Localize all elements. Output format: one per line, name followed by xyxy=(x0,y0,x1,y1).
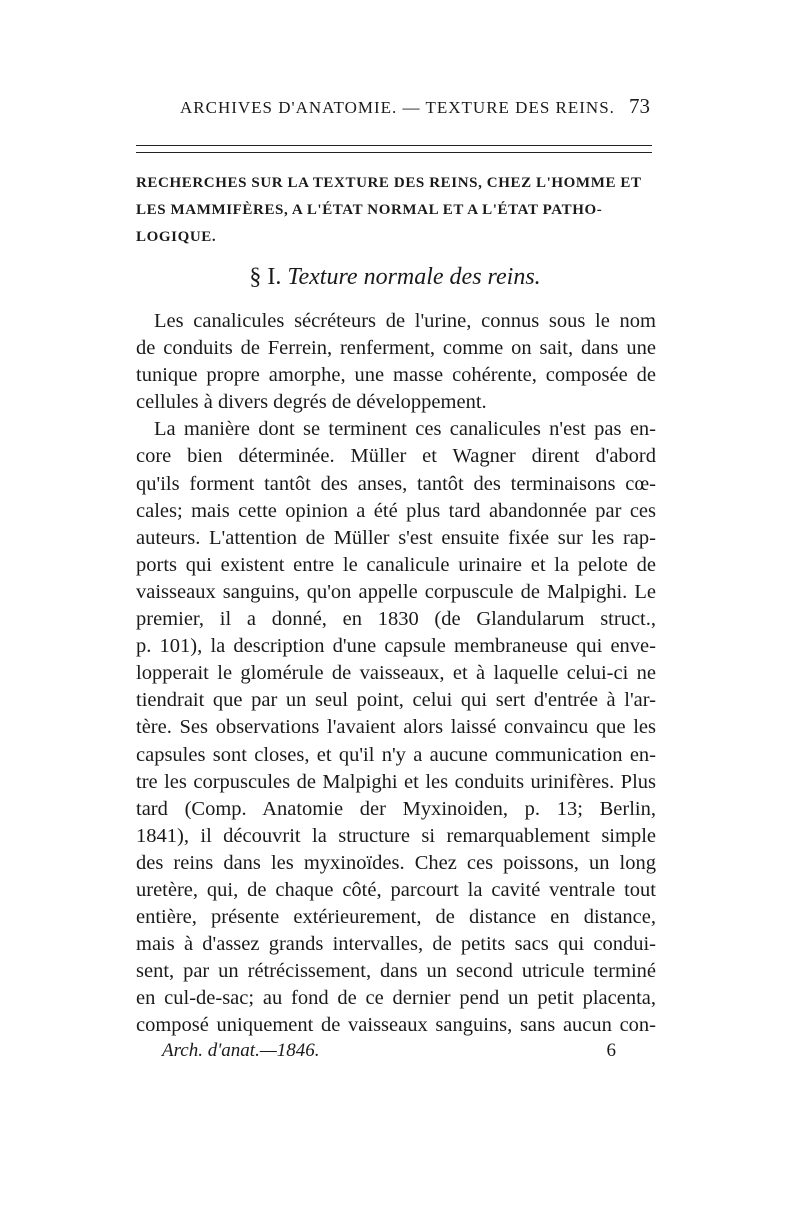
text-line: en cul-de-sac; au fond de ce dernier pend un petit placenta, xyxy=(136,987,656,1010)
text-line: p. 101), la description d'une capsule membraneuse qui enve- xyxy=(136,635,656,658)
text-line: capsules sont closes, et qu'il n'y a aucune communication en- xyxy=(136,743,656,766)
text-line: tard (Comp. Anatomie der Myxinoiden, p. 13; Berlin, xyxy=(136,797,656,820)
body-text xyxy=(136,308,656,1040)
text-line: sent, par un rétrécissement, dans un second utricule terminé xyxy=(136,960,656,983)
text-line: La manière dont se terminent ces canalicules n'est pas en- xyxy=(154,418,656,441)
article-title-line: LES MAMMIFÈRES, A L'ÉTAT NORMAL ET A L'ÉTAT PATHO- xyxy=(136,202,603,218)
text-line: tunique propre amorphe, une masse cohérente, composée de xyxy=(136,364,656,387)
text-line: tère. Ses observations l'avaient alors laissé convaincu que les xyxy=(136,716,656,739)
text-line: cellules à divers degrés de développement. xyxy=(136,391,487,414)
text-line: de conduits de Ferrein, renferment, comme on sait, dans une xyxy=(136,337,656,360)
header-rule-top xyxy=(136,145,652,146)
text-line: cales; mais cette opinion a été plus tard abandonnée par ces xyxy=(136,499,656,522)
text-line: premier, il a donné, en 1830 (de Glandularum struct., xyxy=(136,608,656,631)
text-line: lopperait le glomérule de vaisseaux, et à laquelle celui-ci ne xyxy=(136,662,656,685)
text-line: Les canalicules sécréteurs de l'urine, connus sous le nom xyxy=(154,310,656,332)
section-heading xyxy=(136,264,654,291)
text-line: auteurs. L'attention de Müller s'est ensuite fixée sur les rap- xyxy=(136,526,656,549)
article-title-line: LOGIQUE. xyxy=(136,229,217,245)
signature-mark: 6 xyxy=(606,1040,616,1061)
text-line: 1841), il découvrit la structure si remarquablement simple xyxy=(136,824,656,847)
text-line: core bien déterminée. Müller et Wagner dirent d'abord xyxy=(136,445,656,468)
text-line: vaisseaux sanguins, qu'on appelle corpuscule de Malpighi. Le xyxy=(136,580,656,603)
text-line: des reins dans les myxinoïdes. Chez ces poissons, un long xyxy=(136,851,656,874)
header-rule-bottom xyxy=(136,152,652,153)
section-title: Texture normale des reins. xyxy=(287,264,541,290)
text-line: uretère, qui, de chaque côté, parcourt la cavité ventrale tout xyxy=(136,878,656,901)
text-line: ports qui existent entre le canalicule urinaire et la pelote de xyxy=(136,553,656,576)
section-number: § I. xyxy=(249,264,282,290)
text-line: composé uniquement de vaisseaux sanguins, sans aucun con- xyxy=(136,1014,656,1037)
text-line: mais à d'assez grands intervalles, de petits sacs qui condui- xyxy=(136,933,656,956)
footer-reference: Arch. d'anat.—1846. xyxy=(162,1040,320,1061)
running-title: ARCHIVES D'ANATOMIE. — TEXTURE DES REINS. xyxy=(180,98,615,117)
article-title-line: RECHERCHES SUR LA TEXTURE DES REINS, CHEZ L'HOMME ET xyxy=(136,175,642,191)
article-title xyxy=(136,170,654,251)
page-footer xyxy=(136,1040,656,1070)
page-number: 73 xyxy=(629,94,650,118)
text-line: entière, présente extérieurement, de distance en distance, xyxy=(136,906,656,929)
running-head xyxy=(180,96,650,126)
text-line: tre les corpuscules de Malpighi et les conduits urinifères. Plus xyxy=(136,770,656,793)
text-line: tiendrait que par un seul point, celui qui sert d'entrée à l'ar- xyxy=(136,689,656,712)
text-line: qu'ils forment tantôt des anses, tantôt des terminaisons cœ- xyxy=(136,472,656,495)
